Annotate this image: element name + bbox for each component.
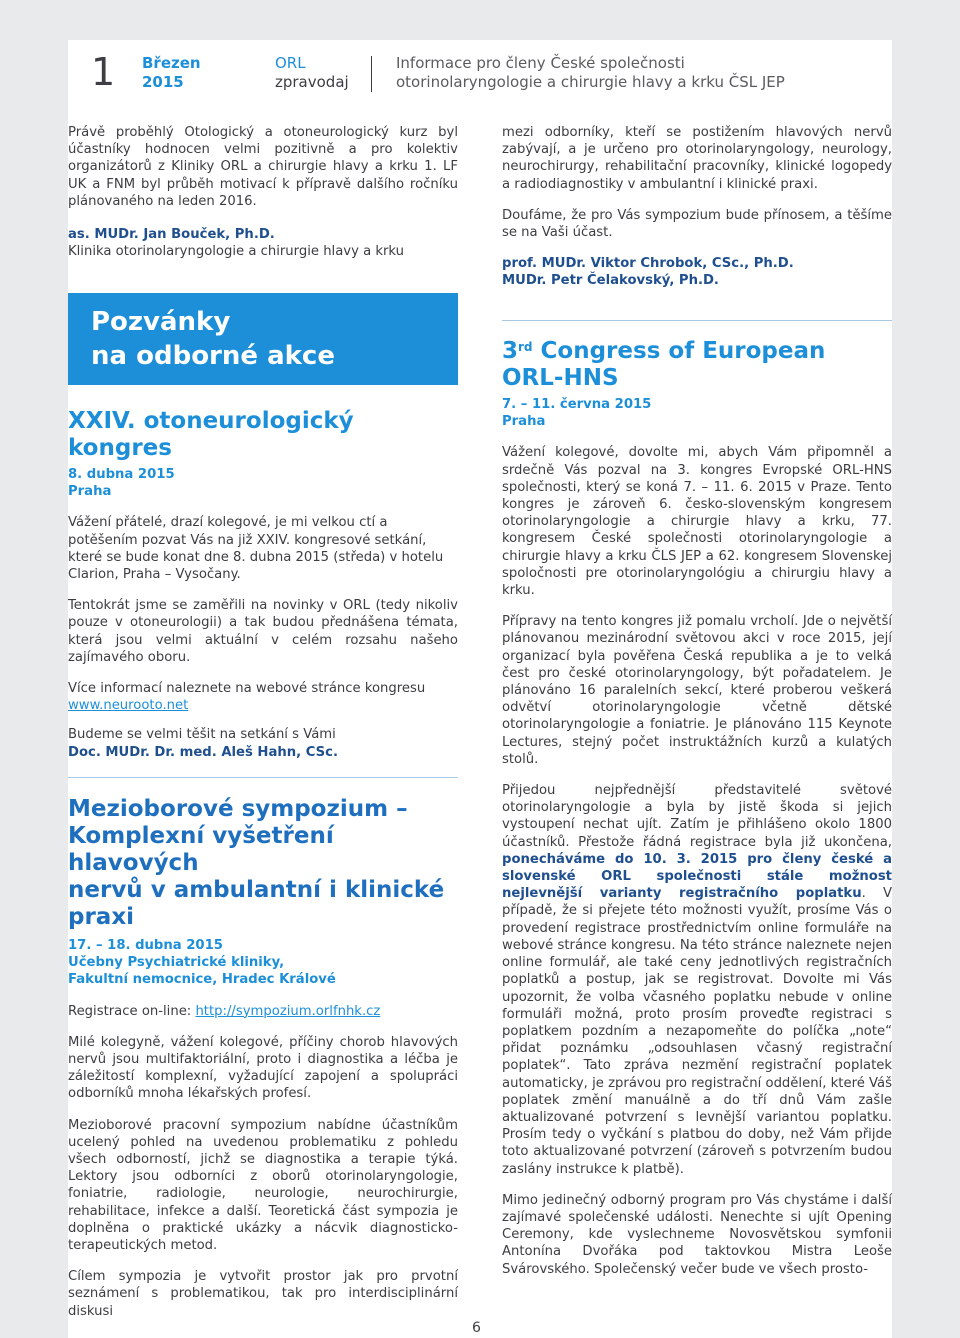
- congress-paragraph-3: Více informací naleznete na webové stránce kongresu: [68, 681, 426, 697]
- european-congress-place: Praha: [502, 414, 546, 430]
- symposium-signature-1: prof. MUDr. Viktor Chrobok, CSc., Ph.D.: [502, 256, 794, 272]
- paragraph-3-end: . V případě, že si přejete této možnosti využít, prosíme Vás o provedení registrace prostřednictvím online formuláře na webové stránce kongresu. Na této stránce naleznete nejen online formulář, ale také ceny jednotlivých registračních poplatků a postup, jak se registrovat. Dovolte mi Vás upozornit, že volba včasného poplatku nebude v online formuláři možná, proto prosím proveďte registraci s poplatkem pozdním a nezapomeňte do políčka „note“ přidat poznámku „odsouhlasen včasný registrační poplatek“. Tato zpráva nezmění registrační poplatek automaticky, je zprávou pro registrační oddělení, které Váš poplatek změní manuálně a do tří dnů Vám zašle aktualizované potvrzení s levnější variantou poplatku. Prosím tedy o vyčkání s platbou do doby, než Vám přijde toto aktualizované potvrzení (zároveň s potvrzením budou zaslány instrukce k platbě).: [502, 886, 893, 1177]
- european-congress-title-line1: [502, 338, 892, 365]
- european-congress-paragraph-2: Přípravy na tento kongres již pomalu vrcholí. Jde o největší plánovanou mezinárodní světovou akci v roce 2015, její organizací byla pověřena Česká republika a je to velká čest pro české otorinolaryngology, být pořadatelem. Je plánováno 16 paralelních sekcí, které proberou veškerá odvětví otorinolaryngologie včetně dětské otorinolaryngologie a foniatrie. Je plánováno 115 Keynote Lectures, stejný počet instruktážních kurzů a kulatých stolů.: [502, 614, 892, 767]
- right-column-top: [502, 124, 892, 290]
- section-divider-right: [502, 320, 892, 321]
- title-ordinal: 3: [502, 338, 519, 364]
- intro-paragraph: Právě proběhlý Otologický a otoneurologický kurz byl účastníky hodnocen velmi pozitivně a pro kolektiv organizátorů z Kliniky ORL a chirurgie hlavy a krku 1. LF UK a FNM byl průběh motivací k přípravě dalšího ročníku plánovaného na leden 2016.: [68, 125, 458, 209]
- issue-date: [142, 54, 201, 92]
- symposium-title-line1: Mezioborové sympozium –: [68, 796, 408, 822]
- european-congress-section: [502, 338, 892, 1278]
- registration-label: Registrace on-line:: [68, 1003, 196, 1019]
- page-number: 6: [472, 1320, 481, 1336]
- congress-paragraph-2: Tentokrát jsme se zaměřili na novinky v ORL (tedy nikoliv pouze v otoneurologii) a tak budou přednášena témata, která jsou velmi aktuální v celém rozsahu našeho zajímavého oboru.: [68, 598, 458, 665]
- section-divider-left: [68, 777, 458, 778]
- symposium-signature-2: MUDr. Petr Čelakovský, Ph.D.: [502, 273, 719, 289]
- european-congress-paragraph-1: Vážení kolegové, dovolte mi, abych Vám připomněl a srdečně Vás pozval na 3. kongres Evropské ORL-HNS společnosti, který se koná 7. – 11. 6. 2015 v Praze. Tento kongres je zároveň 6. česko-slovenským kongresem otorinolaryngologie a chirurgie hlavy a krku, 77. kongresem České společnosti otorinolaryngologie a chirurgie hlavy a krku ČLS JEP a 62. kongresem Slovenskej spoločnosti pre otorinolaryngológiu a chirurgiu hlavy a krku.: [502, 445, 892, 599]
- intro-affiliation: Klinika otorinolaryngologie a chirurgie hlavy a krku: [68, 244, 405, 260]
- registration-link[interactable]: http://sympozium.orlfnhk.cz: [195, 1003, 381, 1019]
- symposium-paragraph-1: Milé kolegyně, vážení kolegové, příčiny chorob hlavových nervů jsou multifaktoriální, proto i diagnostika a léčba je záležitostí komplexní, vyžadující zapojení a spolupráci odborníků mnoha lékařských profesí.: [68, 1034, 458, 1102]
- title-rest: Congress of European: [532, 338, 826, 364]
- header-info-line2: otorinolaryngologie a chirurgie hlavy a krku ČSL JEP: [396, 73, 785, 91]
- header-info-line1: Informace pro členy České společnosti: [396, 54, 685, 72]
- intro-author: as. MUDr. Jan Bouček, Ph.D.: [68, 227, 275, 243]
- symposium-registration: [68, 1003, 458, 1020]
- symposium-place-line1: Učebny Psychiatrické kliniky,: [68, 955, 285, 971]
- paragraph-3-highlight: ponecháváme do 10. 3. 2015 pro členy české a slovenské ORL společnosti stále možnost nejlevnější varianty registračního poplatku: [502, 851, 892, 902]
- issue-number: 1: [91, 50, 116, 94]
- symposium-closing: Doufáme, že pro Vás sympozium bude přínosem, a těšíme se na Vaši účast.: [502, 207, 892, 241]
- paragraph-3-start: Přijedou nejpřednější představitelé světové otorinolaryngologie a byla by jistě škoda si jejich vystoupení nechat ujít. Zatím je přihlášeno okolo 1800 účastníků. Přestože řádná registrace byla již ukončena,: [502, 783, 892, 850]
- congress-date: 8. dubna 2015: [68, 467, 175, 482]
- congress-title: XXIV. otoneurologický kongres: [68, 408, 354, 461]
- symposium-paragraph-2: Mezioborové pracovní sympozium nabídne účastníkům ucelený pohled na uvedenou problematiku z pohledu všech odborností, jichž se diagnostika a terapie týká. Lektory jsou odborníci z oborů otorinolaryngologie, foniatrie, radiologie, neurologie, neurochirurgie, rehabilitace, infekce a další. Teoretická část sympozia je doplněna o praktické ukázky a nácvik diagnosticko-terapeutických metod.: [68, 1117, 458, 1254]
- congress-section: [68, 408, 458, 761]
- title-ordinal-suffix: rd: [518, 340, 533, 354]
- symposium-paragraph-3: Cílem sympozia je vytvořit prostor jak pro prvotní seznámení s problematikou, tak pro interdisciplinární diskusi: [68, 1269, 458, 1319]
- symposium-place-line2: Fakultní nemocnice, Hradec Králové: [68, 972, 336, 988]
- congress-signature: Doc. MUDr. Dr. med. Aleš Hahn, CSc.: [68, 744, 338, 760]
- header-divider: [371, 56, 372, 92]
- symposium-date: 17. – 18. dubna 2015: [68, 938, 223, 953]
- invitations-title-line1: Pozvánky: [91, 307, 231, 337]
- european-congress-paragraph-4: Mimo jedinečný odborný program pro Vás chystáme i další zajímavé společenské události. Nenechte si ujít Opening Ceremony, kde vyslechneme Novosvětskou symfonii Antonína Dvořáka pod taktovkou Mistra Leoše Svárovského. Společenský večer bude ve všech prosto-: [502, 1192, 892, 1277]
- european-congress-date: 7. – 11. června 2015: [502, 397, 652, 412]
- header: [68, 40, 892, 120]
- newsletter-name: [275, 54, 349, 92]
- congress-paragraph-1: Vážení přátelé, drazí kolegové, je mi velkou ctí a potěšením pozvat Vás na již XXIV. kongresové setkání, které se bude konat dne 8. dubna 2015 (středa) v hotelu Clarion, Praha – Vysočany.: [68, 515, 444, 583]
- european-congress-title-line2: ORL-HNS: [502, 365, 619, 391]
- symposium-title-line2: Komplexní vyšetření hlavových: [68, 823, 334, 876]
- congress-paragraph-4: Budeme se velmi těšit na setkání s Vámi: [68, 727, 336, 743]
- newsletter-zpravodaj: zpravodaj: [275, 73, 349, 91]
- symposium-section: [68, 796, 458, 1320]
- congress-website-link[interactable]: www.neurooto.net: [68, 698, 189, 714]
- congress-place: Praha: [68, 484, 112, 500]
- newsletter-orl: ORL: [275, 54, 306, 72]
- header-info: [396, 54, 785, 92]
- invitations-title-line2: na odborné akce: [91, 341, 335, 371]
- european-congress-paragraph-3: [502, 782, 892, 1178]
- issue-year: 2015: [142, 73, 184, 91]
- symposium-title-line3: nervů v ambulantní i klinické praxi: [68, 877, 445, 930]
- invitations-title: [91, 305, 335, 373]
- symposium-continued: mezi odborníky, kteří se postižením hlavových nervů zabývají, a je určeno pro otorinolaryngology, neurology, neurochirurgy, rehabilitační pracovníky, klinické logopedy a radiodiagnostiky v ambulantní i klinické praxi.: [502, 125, 892, 192]
- issue-month: Březen: [142, 54, 201, 72]
- left-intro: [68, 124, 458, 260]
- invitations-banner: [68, 293, 458, 385]
